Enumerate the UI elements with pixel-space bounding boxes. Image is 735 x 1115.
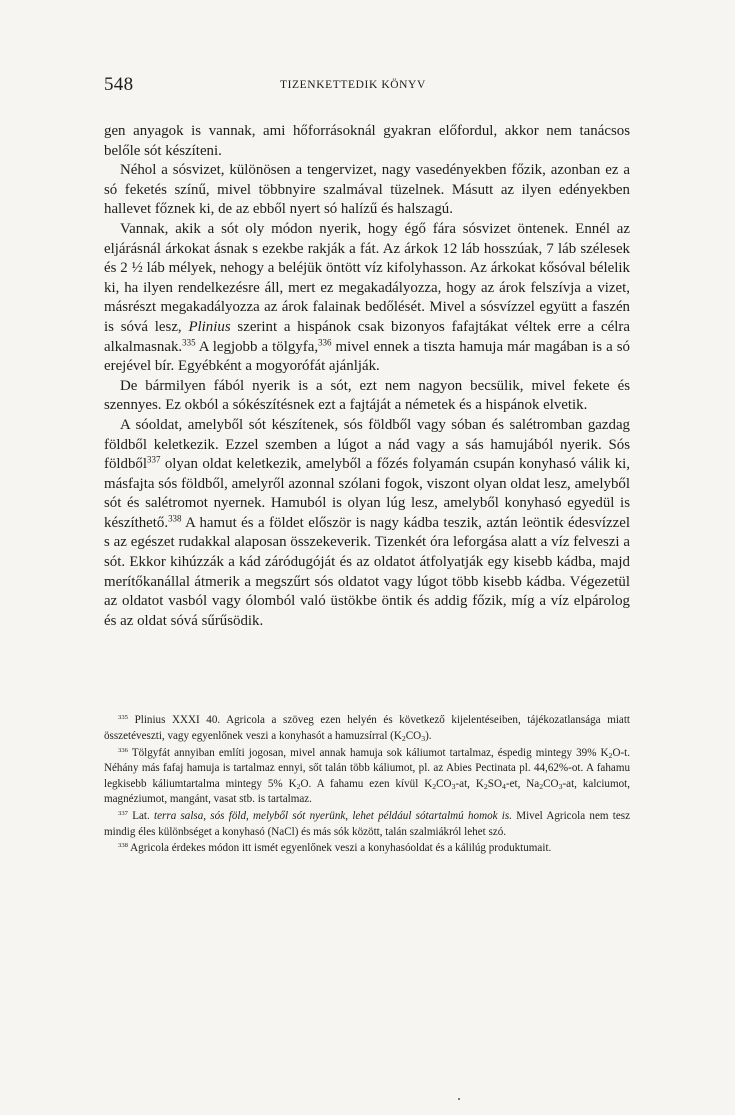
text-run: Agricola érdekes módon itt ismét egyenlőnek veszi a konyhasóoldat és a kálilúg produktumait. bbox=[127, 842, 552, 855]
subscript: 2 bbox=[483, 781, 488, 791]
footnote bbox=[104, 746, 630, 808]
text-run: O. A fahamu ezen kívül K bbox=[300, 777, 433, 790]
text-run: ). bbox=[425, 730, 432, 743]
paragraph bbox=[104, 161, 630, 220]
text-run: olyan oldat keletkezik, amelyből a főzés folyamán csupán konyhasó válik ki, másfajta sós földből, amelyről azonnal szólani fogok, viszont olyan oldat lesz, amelyből sót és salétromot nyernek. Hamuból is olyan lúg lesz, amelyből konyhasó egyedül is készíthető. bbox=[104, 456, 630, 531]
paragraph bbox=[104, 220, 630, 377]
footnote-ref: 336 bbox=[318, 337, 332, 348]
footnote bbox=[104, 809, 630, 840]
text-run: gen anyagok is vannak, ami hőforrásoknál gyakran előfordul, akkor nem tanácsos belőle sót készíteni. bbox=[104, 123, 630, 159]
subscript: 4 bbox=[501, 781, 506, 791]
italic-text: terra salsa, sós föld, melyből sót nyerünk, lehet például sótartalmú homok is. bbox=[154, 810, 512, 822]
text-run: Néhol a sósvizet, különösen a tengervizet, nagy vasedényekben főzik, azonban ez a só feketés színű, mivel többnyire szalmával tüzelnek. Másutt az ilyen edényekben hallevet főznek ki, de az ebből nyert só halízű és halszagú. bbox=[104, 162, 630, 218]
text-run: O-t. Néhány más fafaj hamuja is tartalmaz ennyi, sőt talán több káliumot, pl. az Abies Pectinata pl. 44,62%-ot. A fahamu legkisebb káliumtartalma mintegy 5% K bbox=[104, 746, 630, 790]
text-run: -et, Na bbox=[505, 777, 540, 790]
footnote-ref: 337 bbox=[147, 454, 161, 465]
book-page bbox=[104, 72, 630, 858]
running-title: TIZENKETTEDIK KÖNYV bbox=[280, 79, 426, 91]
subscript: 2 bbox=[608, 750, 613, 760]
main-text bbox=[104, 122, 630, 631]
text-run: A hamut és a földet először is nagy kádba teszik, aztán leöntik édesvízzel s az egészet rudakkal alaposan összekeverik. Tizenkét óra leforgása alatt a víz felveszi a sót. Ekkor kihúzzák a kád záródugóját és az oldatot átfolyatják egy kisebb kádba, majd merítőkanállal átmerik a megszűrt sós oldatot vagy lúgot több kisebb kádba. Végezetül az oldatot vasból vagy ólomból való üstökbe öntik és addig főzik, míg a víz elpárolog és az oldat sóvá sűrűsödik. bbox=[104, 514, 630, 629]
text-run: -at, kalciumot, magnéziumot, mangánt, vasat stb. is tartalmaz. bbox=[104, 777, 631, 806]
paragraph bbox=[104, 416, 630, 632]
text-run: CO bbox=[436, 777, 452, 790]
subscript: 2 bbox=[296, 781, 301, 791]
text-run: Mivel Agricola nem tesz mindig éles különbséget a konyhasó (NaCl) és más sók között, talán szalmiákról lehet szó. bbox=[104, 810, 630, 838]
text-run: CO bbox=[543, 777, 559, 790]
subscript: 3 bbox=[558, 781, 563, 791]
paragraph bbox=[104, 377, 630, 416]
text-run: szerint a hispánok csak bizonyos fafajtákat véltek erre a célra alkalmasnak. bbox=[104, 318, 630, 355]
footnote-ref: 337 bbox=[118, 810, 128, 818]
subscript: 3 bbox=[451, 781, 456, 791]
paragraph bbox=[104, 122, 630, 161]
subscript: 2 bbox=[432, 781, 437, 791]
text-run: A sóoldat, amelyből sót készítenek, sós földből vagy sóban és salétromban gazdag földből keletkezik. Ezzel szemben a lúgot a nád vagy a sás hamujából nyerik. Sós földből bbox=[104, 416, 630, 473]
footnote-ref: 335 bbox=[182, 337, 196, 348]
text-run: CO bbox=[405, 730, 422, 743]
text-run: -at, K bbox=[455, 777, 484, 790]
page-number: 548 bbox=[104, 74, 134, 95]
subscript: 2 bbox=[539, 781, 544, 791]
subscript: 2 bbox=[401, 733, 406, 743]
footnote-ref: 338 bbox=[118, 842, 128, 850]
footnote-ref: 336 bbox=[118, 746, 128, 754]
text-run: De bármilyen fából nyerik is a sót, ezt nem nagyon becsülik, mivel fekete és szennyes. Ez okból a sókészítésnek ezt a fajtáját a németek és a hispánok elvetik. bbox=[104, 377, 630, 414]
footnotes bbox=[104, 713, 630, 856]
text-run: Plinius XXXI 40. Agricola a szöveg ezen helyén és következő kijelentéseiben, tájékozatlansága miatt összetéveszti, vagy egyenlőnek veszi a konyhasót a hamuzsírral (K bbox=[104, 714, 630, 743]
text-run: mivel ennek a tiszta hamuja már magában is a só erejével bír. Egyébként a mogyorófát ajánlják. bbox=[104, 338, 630, 375]
footnote-ref: 335 bbox=[118, 714, 128, 722]
footnote bbox=[104, 713, 630, 744]
text-run: Lat. bbox=[127, 810, 155, 822]
subscript: 3 bbox=[421, 733, 426, 743]
page-header bbox=[104, 72, 630, 102]
text-run: A legjobb a tölgyfa, bbox=[195, 338, 319, 355]
text-run: Tölgyfát annyiban említi jogosan, mivel annak hamuja sok káliumot tartalmaz, éspedig mintegy 39% K bbox=[127, 746, 609, 759]
text-run: Vannak, akik a sót oly módon nyerik, hogy égő fára sósvizet öntenek. Ennél az eljárásnál árkokat ásnak s ezekbe rakják a fát. Az árkok 12 láb hosszúak, 7 láb szélesek és 2 ½ láb mélyek, nehogy a beléjük öntött víz kifolyhasson. Az árkokat kősóval bélelik ki, ha ilyen rendelkezésre áll, mert ez megakadályozza, hogy az árok felszívja a vizet, másrészt megakadályozza az árok falainak bedőlését. Mivel a sósvízzel együtt a faszén is sóvá lesz, bbox=[104, 220, 630, 335]
footnote-ref: 338 bbox=[168, 513, 182, 524]
footnote bbox=[104, 841, 630, 857]
scan-speck bbox=[458, 1098, 460, 1100]
text-run: SO bbox=[487, 777, 502, 790]
italic-text: Plinius bbox=[188, 318, 231, 335]
